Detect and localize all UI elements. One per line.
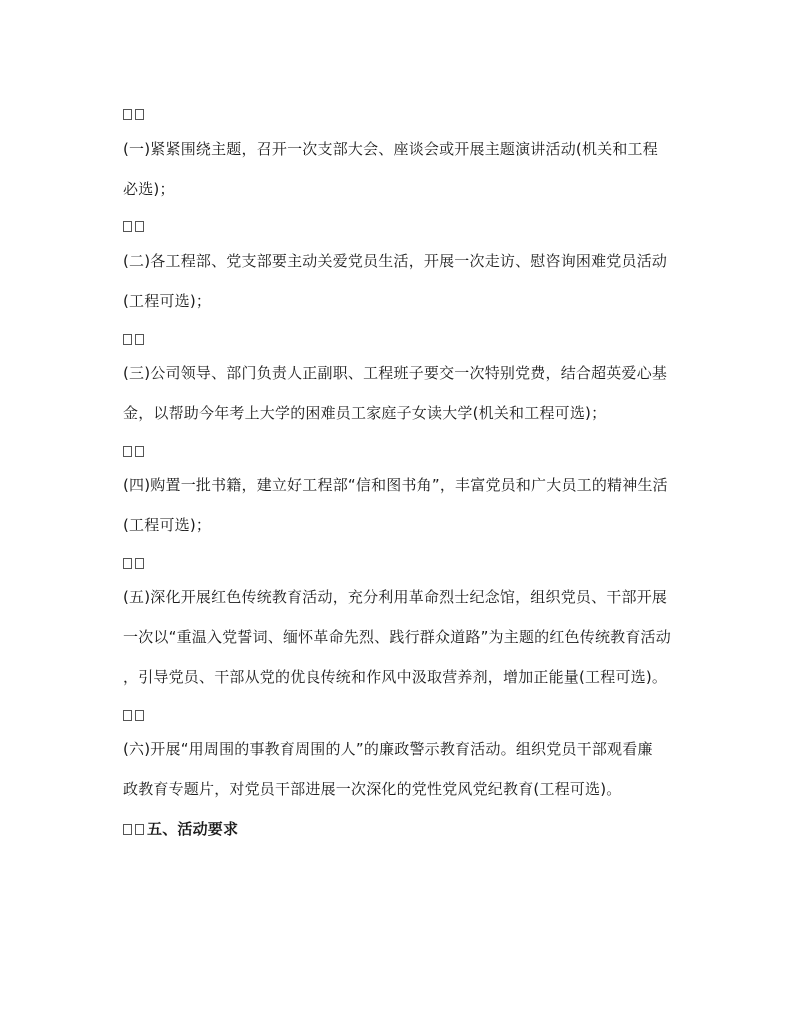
placeholder-glyphs [123, 440, 683, 462]
placeholder-glyphs [123, 215, 683, 237]
item-2-line-1: (二)各工程部、党支部要主动关爱党员生活，开展一次走访、慰咨询困难党员活动 [123, 252, 668, 270]
placeholder-glyphs [123, 328, 683, 350]
item-6-line-2: 政教育专题片，对党员干部进展一次深化的党性党风党纪教育(工程可选)。 [123, 780, 622, 798]
placeholder-glyphs [123, 103, 683, 125]
item-5-line-1: (五)深化开展红色传统教育活动，充分利用革命烈士纪念馆，组织党员、干部开展 [123, 588, 668, 606]
placeholder-glyphs [123, 704, 683, 726]
item-4-line-2: (工程可选)； [123, 516, 212, 534]
item-2-line-2: (工程可选)； [123, 292, 212, 310]
item-3-line-2: 金，以帮助今年考上大学的困难员工家庭子女读大学(机关和工程可选)； [123, 404, 607, 422]
section-heading [123, 818, 683, 840]
section-heading-text: 五、活动要求 [147, 820, 239, 838]
item-4-line-1: (四)购置一批书籍，建立好工程部“信和图书角”，丰富党员和广大员工的精神生活 [123, 476, 668, 494]
item-5-line-3: ，引导党员、干部从党的优良传统和作风中汲取营养剂，增加正能量(工程可选)。 [123, 668, 668, 686]
item-5-line-2: 一次以“重温入党誓词、缅怀革命先烈、践行群众道路”为主题的红色传统教育活动 [123, 628, 671, 646]
item-6-line-1: (六)开展“用周围的事教育周围的人”的廉政警示教育活动。组织党员干部观看廉 [123, 740, 653, 758]
item-1-line-2: 必选)； [123, 180, 175, 198]
placeholder-glyphs [123, 552, 683, 574]
item-3-line-1: (三)公司领导、部门负责人正副职、工程班子要交一次特别党费，结合超英爱心基 [123, 364, 668, 382]
item-1-line-1: (一)紧紧围绕主题，召开一次支部大会、座谈会或开展主题演讲活动(机关和工程 [123, 140, 658, 158]
